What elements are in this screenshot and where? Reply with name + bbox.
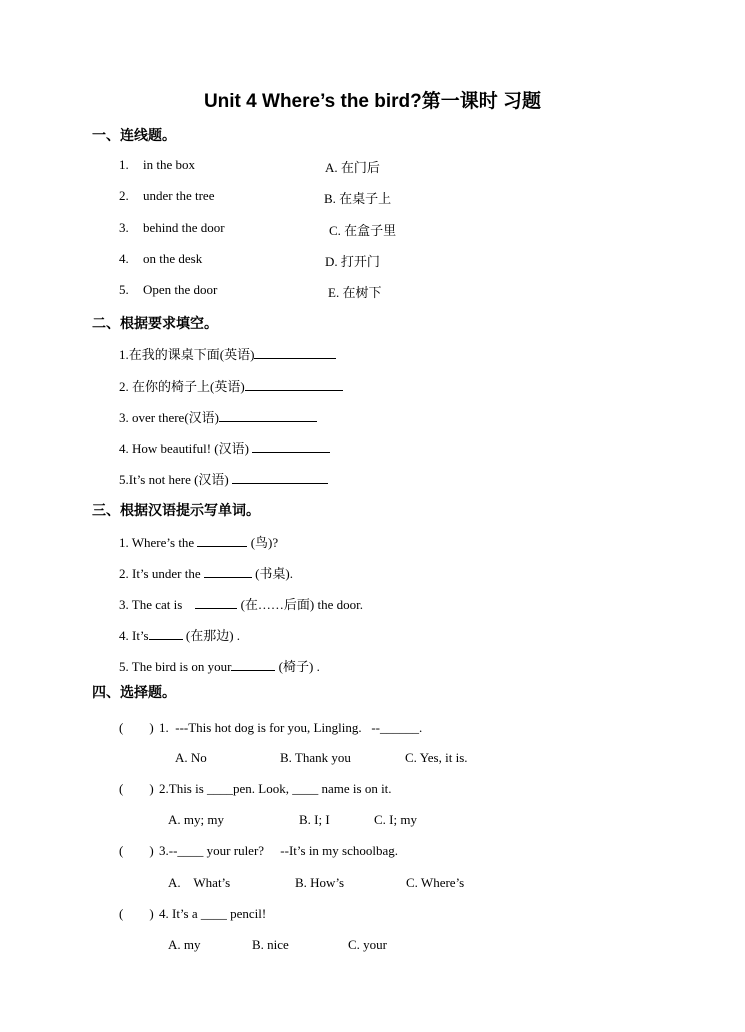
word-item-hint: (书桌). [251, 566, 294, 581]
answer-blank[interactable] [197, 534, 247, 547]
section4-heading: 四、选择题。 [92, 685, 176, 701]
option-c[interactable]: C. Where’s [406, 875, 465, 890]
answer-blank[interactable] [254, 346, 336, 359]
match-right-item: C. 在盒子里 [329, 223, 397, 238]
match-left-number: 2. [119, 188, 129, 203]
answer-parentheses[interactable]: ( ) [119, 906, 154, 921]
match-right-item: D. 打开门 [325, 254, 380, 269]
fill-item [119, 376, 343, 395]
fill-item [119, 407, 317, 426]
word-item-hint: (在那边) . [182, 628, 241, 643]
answer-parentheses[interactable]: ( ) [119, 781, 154, 796]
word-item [119, 532, 278, 551]
fill-item [119, 344, 336, 363]
match-left-number: 5. [119, 282, 129, 297]
question-text: 1. ---This hot dog is for you, Lingling. --______. [159, 720, 423, 735]
match-left-item: in the box [143, 157, 195, 172]
answer-blank[interactable] [204, 565, 252, 578]
option-b[interactable]: B. I; I [299, 812, 330, 827]
answer-parentheses[interactable]: ( ) [119, 720, 154, 735]
option-a[interactable]: A. What’s [168, 875, 231, 890]
match-left-item: under the tree [143, 188, 215, 203]
match-right-item: E. 在树下 [328, 285, 382, 300]
section2-heading: 二、根据要求填空。 [92, 316, 218, 332]
option-b[interactable]: B. Thank you [280, 750, 351, 765]
match-right-item: A. 在门后 [325, 160, 380, 175]
answer-blank[interactable] [245, 378, 343, 391]
fill-item-text: 4. How beautiful! (汉语) [119, 441, 249, 456]
option-a[interactable]: A. my; my [168, 812, 224, 827]
fill-item-text: 1.在我的课桌下面(英语) [119, 347, 255, 362]
fill-item [119, 469, 328, 488]
option-c[interactable]: C. I; my [374, 812, 417, 827]
answer-blank[interactable] [232, 471, 328, 484]
option-b[interactable]: B. nice [252, 937, 289, 952]
word-item-text: 1. Where’s the [119, 535, 198, 550]
match-left-item: on the desk [143, 251, 203, 266]
option-a[interactable]: A. my [168, 937, 201, 952]
fill-item-text: 5.It’s not here (汉语) [119, 472, 229, 487]
word-item [119, 563, 293, 582]
match-left-item: behind the door [143, 220, 225, 235]
match-left-item: Open the door [143, 282, 218, 297]
word-item [119, 625, 240, 644]
answer-blank[interactable] [252, 440, 330, 453]
answer-blank[interactable] [231, 658, 275, 671]
word-item-hint: (鸟)? [247, 535, 279, 550]
word-item-text: 4. It’s [119, 628, 149, 643]
question-text: 2.This is ____pen. Look, ____ name is on it. [159, 781, 392, 796]
answer-blank[interactable] [149, 627, 183, 640]
answer-blank[interactable] [219, 409, 317, 422]
question-text: 4. It’s a ____ pencil! [159, 906, 267, 921]
word-item [119, 594, 363, 613]
word-item-hint: (在……后面) the door. [237, 597, 363, 612]
option-c[interactable]: C. your [348, 937, 387, 952]
word-item [119, 656, 320, 675]
section1-heading: 一、连线题。 [92, 128, 176, 144]
match-left-number: 4. [119, 251, 129, 266]
word-item-text: 3. The cat is [119, 597, 196, 612]
option-a[interactable]: A. No [175, 750, 207, 765]
match-right-item: B. 在桌子上 [324, 191, 392, 206]
section3-heading: 三、根据汉语提示写单词。 [92, 503, 260, 519]
option-c[interactable]: C. Yes, it is. [405, 750, 468, 765]
fill-item-text: 2. 在你的椅子上(英语) [119, 379, 245, 394]
match-left-number: 1. [119, 157, 129, 172]
question-text: 3.--____ your ruler? --It’s in my schoolbag. [159, 843, 399, 858]
word-item-hint: (椅子) . [275, 659, 320, 674]
page-title: Unit 4 Where’s the bird?第一课时 习题 [203, 91, 542, 112]
word-item-text: 5. The bird is on your [119, 659, 232, 674]
fill-item [119, 438, 330, 457]
answer-parentheses[interactable]: ( ) [119, 843, 154, 858]
answer-blank[interactable] [195, 596, 237, 609]
word-item-text: 2. It’s under the [119, 566, 204, 581]
fill-item-text: 3. over there(汉语) [119, 410, 219, 425]
option-b[interactable]: B. How’s [295, 875, 345, 890]
match-left-number: 3. [119, 220, 129, 235]
